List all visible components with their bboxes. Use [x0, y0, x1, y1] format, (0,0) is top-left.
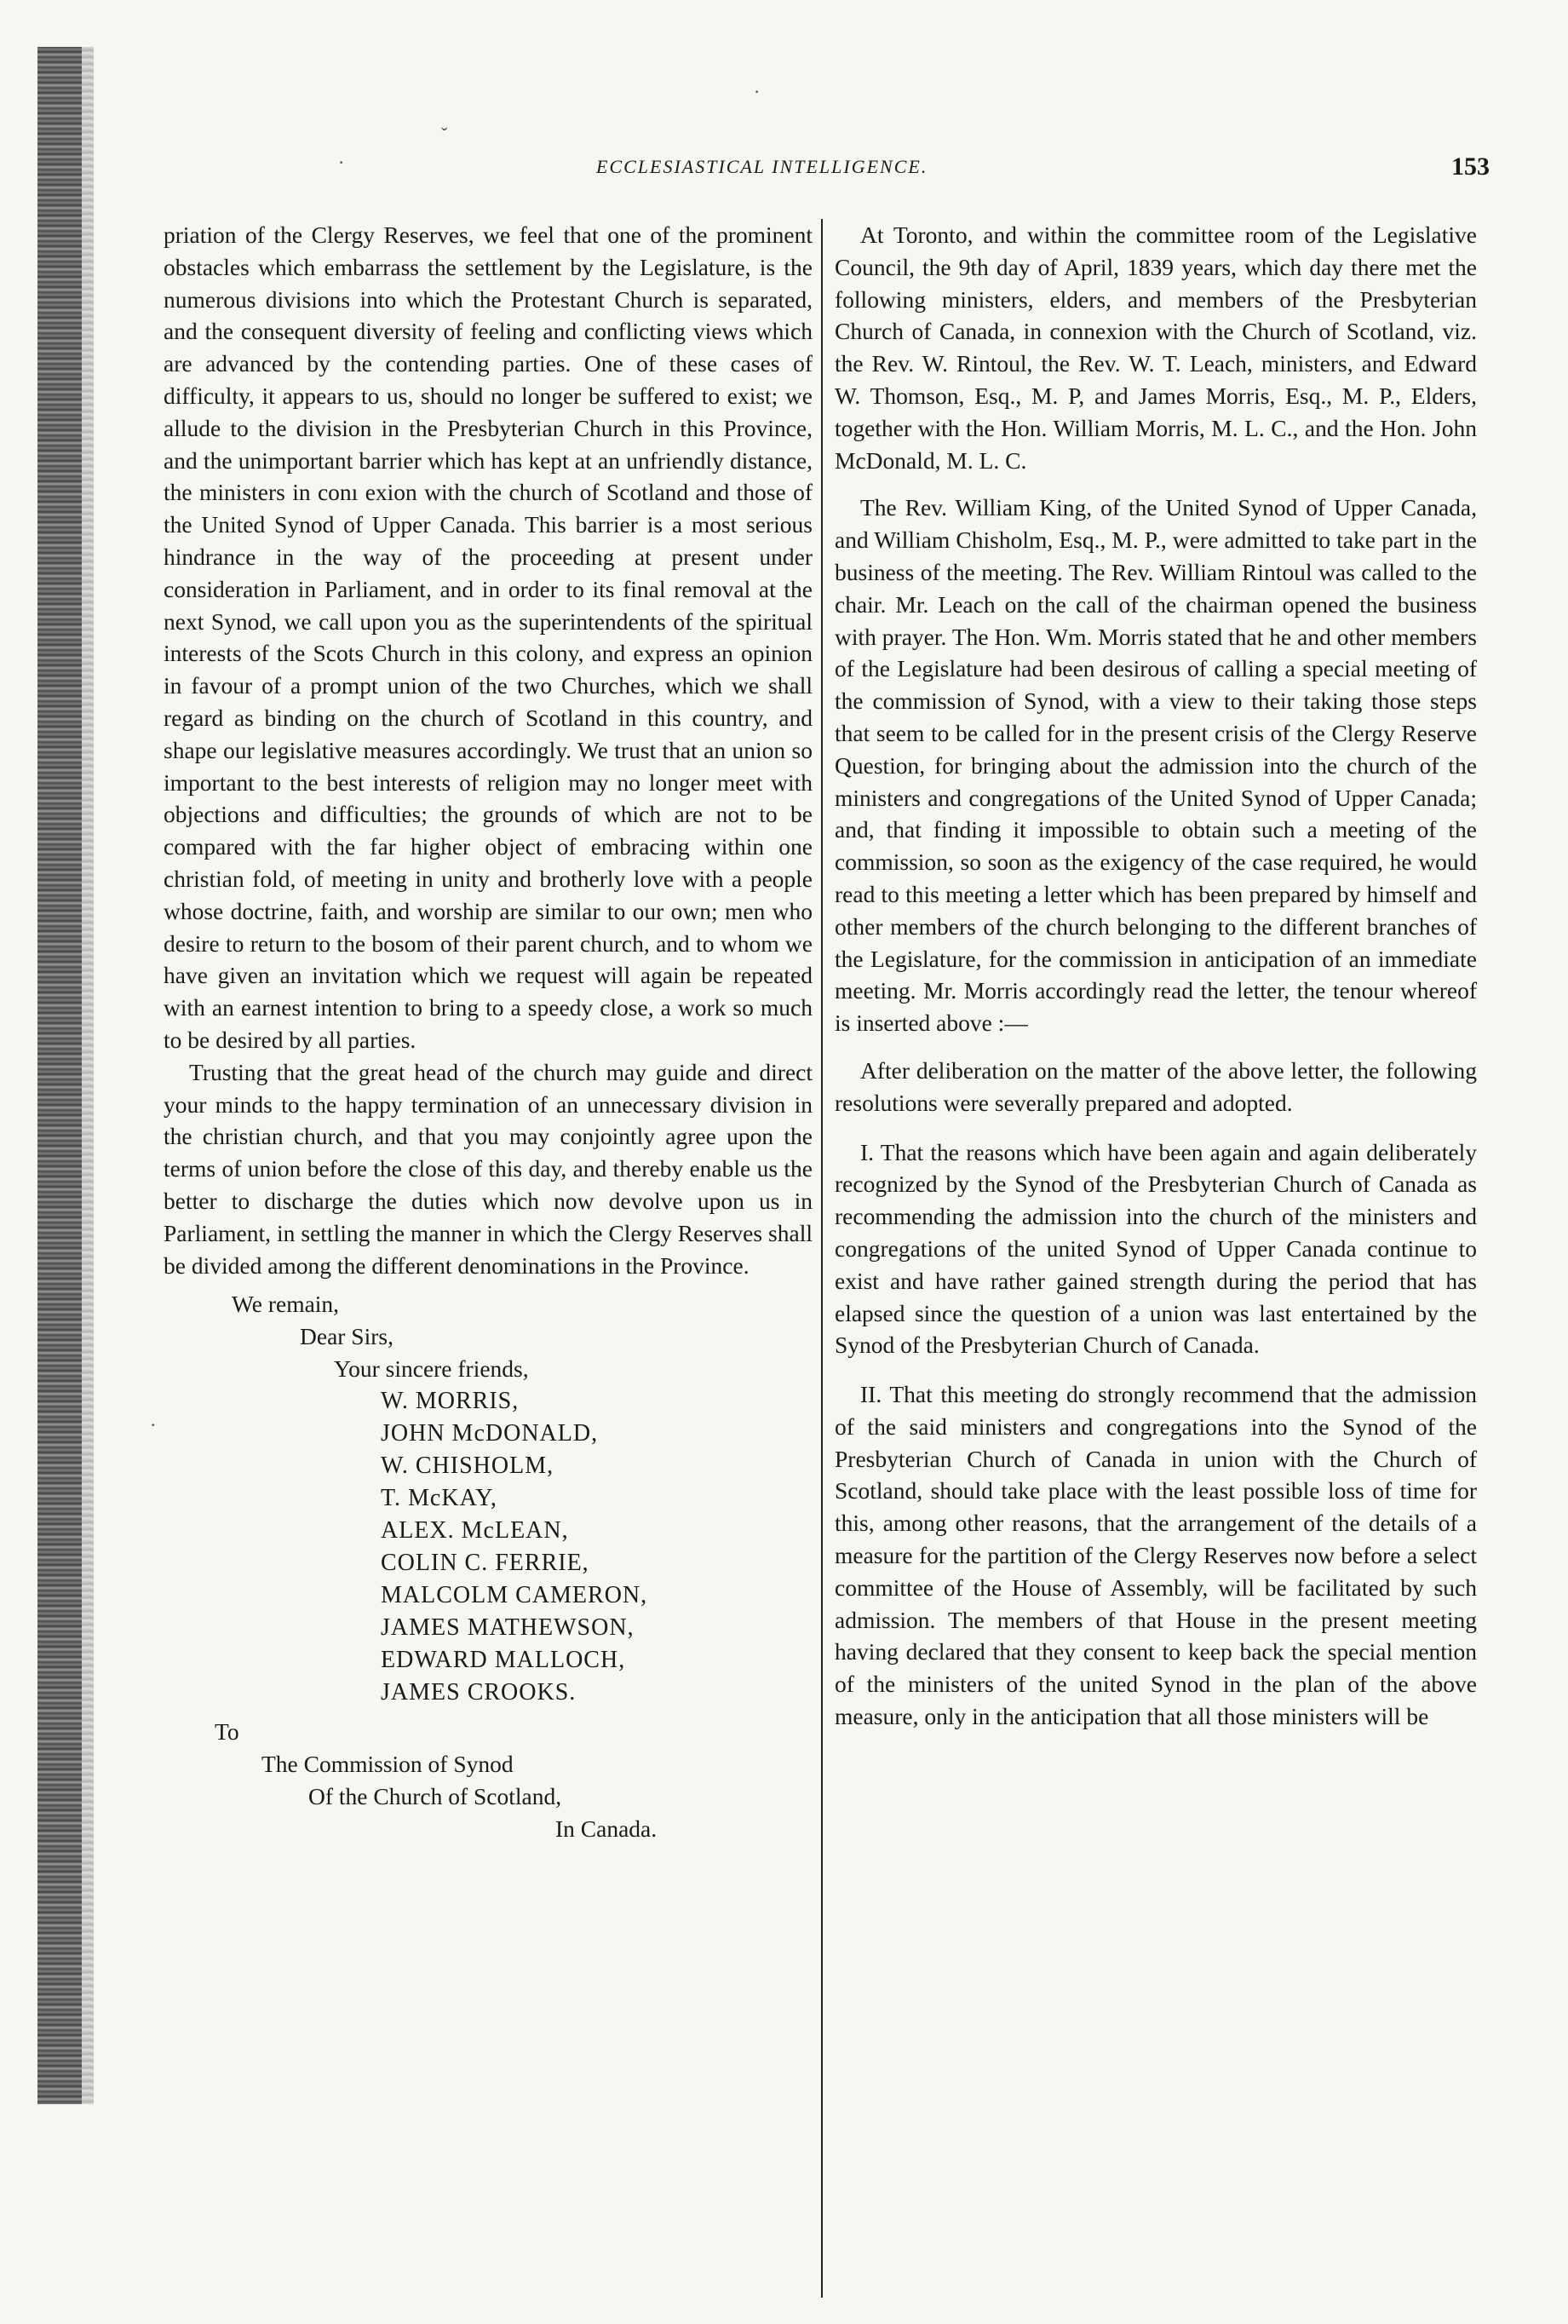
signatory-list	[164, 1385, 813, 1709]
page-gutter-shadow	[82, 47, 94, 2104]
book-binding-edge	[37, 47, 82, 2104]
letter-closing	[164, 1288, 813, 1385]
signatory-name: JAMES CROOKS.	[381, 1679, 577, 1706]
page-number: 153	[1451, 152, 1490, 181]
running-header-title: ECCLESIASTICAL INTELLIGENCE.	[596, 156, 928, 177]
minutes-paragraph-1: At Toronto, and within the committee room of the Legislative Council, the 9th day of April, 1839 years, which day there met the following ministers, elders, and members of the Presbyterian Church of Canada, in connexion with the Church of Scotland, viz. the Rev. W. Rintoul, the Rev. W. T. Leach, ministers, and Edward W. Thomson, Esq., M. P, and James Morris, Esq., M. P., Elders, together with the Hon. William Morris, M. L. C., and the Hon. John McDonald, M. L. C.	[835, 221, 1477, 474]
minutes-paragraph-2: The Rev. William King, of the United Synod of Upper Canada, and William Chisholm, Esq., M. P., were admitted to take part in the business of the meeting. The Rev. William Rintoul was called to the chair. Mr. Leach on the call of the chairman opened the business with prayer. The Hon. Wm. Morris stated that he and other members of the Legislature had been desirous of calling a special meeting of the commission of Synod, with a view to their taking those steps that seem to be called for in the present crisis of the Clergy Reserve Question, for bringing about the admission into the church of the ministers and congregations of the United Synod of Upper Canada; and, that finding it impossible to obtain such a meeting of the commission, so soon as the exigency of the case required, he would read to this meeting a letter which has been prepared by himself and other members of the church belonging to the different branches of the Legislature, for the commission in anticipation of an immediate meeting. Mr. Morris accordingly read the letter, the tenour whereof is inserted above :—	[835, 494, 1477, 1037]
address-line-2: Of the Church of Scotland,	[308, 1782, 562, 1809]
signatory-name: JOHN McDONALD,	[381, 1420, 599, 1447]
resolution-2: II. That this meeting do strongly recommend that the admission of the said ministers and congregations into the Synod of the Presbyterian Church of Canada in union with the Church of Scotland, should take place with the least possible loss of time for this, among other reasons, that the arrangement of the details of a measure for the partition of the Clergy Reserves now before a select committee of the House of Assembly, will be facilitated by such admission. The members of that House in the present meeting having declared that they consent to keep back the special mention of the ministers of the united Synod in the plan of the above measure, only in the anticipation that all those ministers will be	[835, 1381, 1477, 1730]
closing-friends: Your sincere friends,	[334, 1355, 529, 1383]
right-column	[835, 219, 1477, 1733]
signatory-name: MALCOLM CAMERON,	[381, 1582, 648, 1609]
running-header	[0, 152, 1568, 190]
letter-paragraph-1: priation of the Clergy Reserves, we feel that one of the prominent obstacles which embarrass the settlement by the Legislature, is the numerous divisions into which the Protestant Church is separated, and the consequent diversity of feeling and conflicting views which are advanced by the contending parties. One of these cases of difficulty, it appears to us, should no longer be suffered to exist; we allude to the division in the Presbyterian Church in this Province, and the unimportant barrier which has kept at an unfriendly distance, the ministers in conı exion with the church of Scotland and those of the United Synod of Upper Canada. This barrier is a most serious hindrance in the way of the proceeding at present under consideration in Parliament, and in order to its final removal at the next Synod, we call upon you as the superintendents of the spiritual interests of the Scots Church in this colony, and express an opinion in favour of a prompt union of the two Churches, which we shall regard as binding on the church of Scotland in this country, and shape our legislative measures accordingly. We trust that an union so important to the best interests of religion may no longer meet with objections and difficulties; the grounds of which are not to be compared with the far higher object of embracing within one christian fold, of meeting in unity and brotherly love with a people whose doctrine, faith, and worship are similar to our own; men who desire to return to the bosom of their parent church, and to whom we have given an invitation which we request will again be repeated with an earnest intention to bring to a speedy close, a work so much to be desired by all parties.	[164, 221, 813, 1053]
signatory-name: COLIN C. FERRIE,	[381, 1550, 589, 1577]
column-divider-rule	[821, 219, 823, 2298]
check-margin-mark: ˇ	[441, 124, 448, 145]
signatory-name: T. McKAY,	[381, 1485, 497, 1512]
minutes-paragraph-3: After deliberation on the matter of the above letter, the following resolutions were severally prepared and adopted.	[835, 1056, 1477, 1116]
closing-we-remain: We remain,	[232, 1291, 340, 1318]
signatory-name: ALEX. McLEAN,	[381, 1517, 569, 1545]
address-line-3: In Canada.	[555, 1815, 658, 1842]
left-margin-dot: ·	[150, 1414, 157, 1435]
signatory-name: W. MORRIS,	[381, 1388, 520, 1415]
top-margin-mark: ·	[754, 81, 761, 102]
signatory-name: JAMES MATHEWSON,	[381, 1614, 635, 1642]
letter-paragraph-2: Trusting that the great head of the church may guide and direct your minds to the happy termination of an unnecessary division in the christian church, and that you may conjointly agree upon the terms of union before the close of this day, and thereby enable us the better to discharge the duties which now devolve upon us in Parliament, in settling the manner in which the Clergy Reserves shall be divided among the different denominations in the Province.	[164, 1058, 813, 1279]
left-column	[164, 219, 813, 1844]
address-to: To	[215, 1718, 239, 1746]
signatory-name: EDWARD MALLOCH,	[381, 1647, 626, 1674]
resolution-1: I. That the reasons which have been again and again deliberately recognized by the Synod of the Presbyterian Church of Canada as recommending the admission into the church of the ministers and congregations of the united Synod of Upper Canada continue to exist and have rather gained strength during the period that has elapsed since the question of a union was last entertained by the Synod of the Presbyterian Church of Canada.	[835, 1138, 1477, 1359]
signatory-name: W. CHISHOLM,	[381, 1452, 554, 1480]
small-margin-mark: ·	[338, 152, 345, 173]
closing-salutation: Dear Sirs,	[300, 1323, 393, 1350]
address-line-1: The Commission of Synod	[261, 1751, 514, 1778]
